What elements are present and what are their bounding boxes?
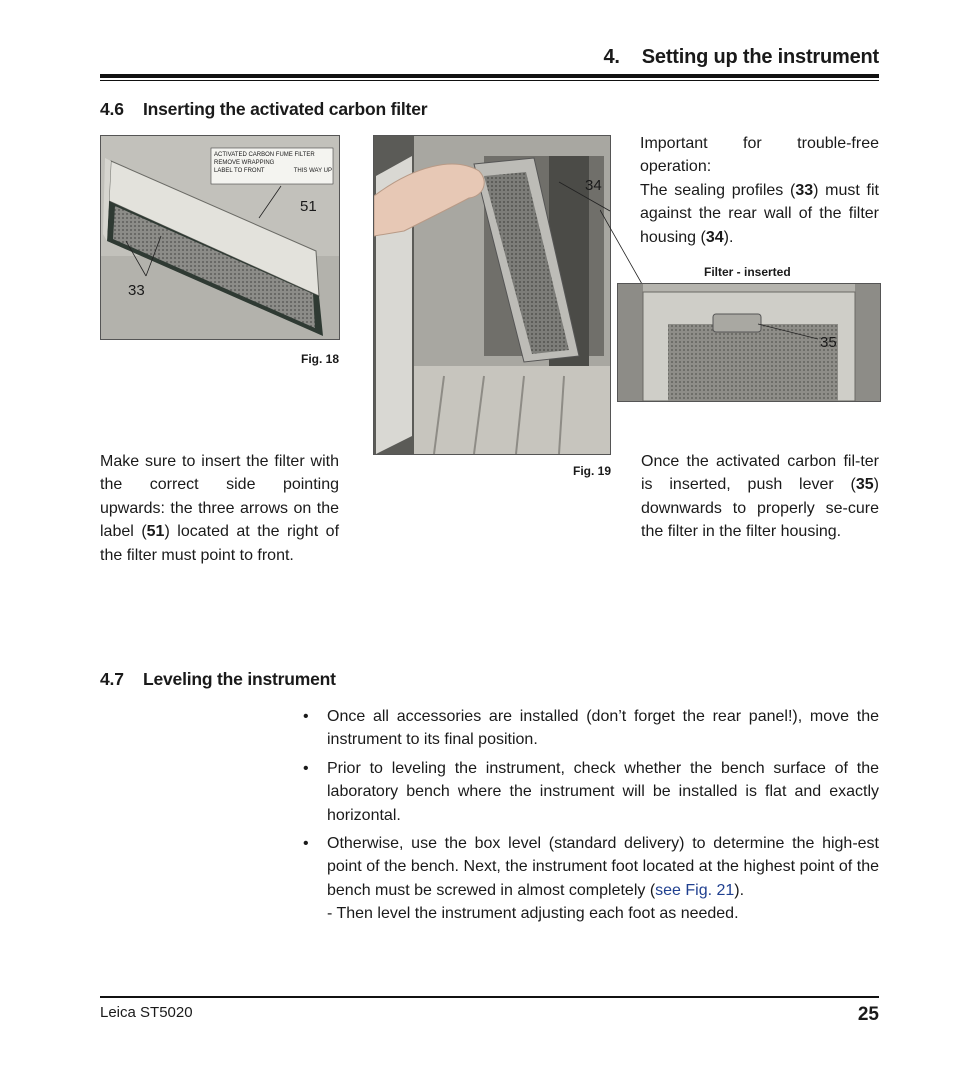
- bullet-icon: •: [303, 759, 309, 777]
- important-note-line2: [640, 179, 879, 249]
- bullet-3-text-a: Otherwise, use the box level (standard delivery) to determine the high-est point of the bench. Next, the instrument foot located at the highest point of the bench must be screwed in almost completely (: [327, 835, 879, 899]
- note-text-c: ).: [723, 228, 734, 246]
- fig18-sticker: [214, 151, 332, 175]
- right-text-b: ) downwards to properly se-cure the filter in the filter housing.: [641, 476, 879, 541]
- inset-callout-35: 35: [820, 334, 837, 351]
- lever-instruction-text: [641, 450, 879, 544]
- sticker-line-1: ACTIVATED CARBON FUME FILTER: [214, 152, 315, 158]
- chapter-title: Setting up the instrument: [641, 46, 879, 68]
- left-text-a: Make sure to insert the filter with the correct side pointing upwards: the three arrows on the label (: [100, 453, 339, 541]
- right-text-a: Once the activated carbon fil-ter is inserted, push lever (: [641, 453, 879, 494]
- list-item: [303, 757, 879, 827]
- bullet-text: [327, 835, 879, 922]
- left-ref-51: 51: [146, 523, 165, 541]
- inset-filter-inserted-photo: [617, 283, 881, 402]
- sticker-line-4: THIS WAY UP: [293, 168, 332, 174]
- header-rule-thin: [100, 80, 879, 81]
- header-rule: [100, 74, 879, 78]
- list-item: [303, 832, 879, 926]
- section-title: Leveling the instrument: [143, 669, 336, 689]
- fig18-callout-51: 51: [300, 198, 317, 215]
- note-text-a: The sealing profiles (: [640, 181, 796, 199]
- leveling-bullet-list: [303, 705, 879, 931]
- list-item: [303, 705, 879, 752]
- important-note-line1: Important for trouble-free operation:: [640, 135, 879, 176]
- bullet-icon: •: [303, 708, 309, 725]
- left-text-b: ) located at the right of the filter must point to front.: [100, 523, 340, 564]
- fig21-link[interactable]: see Fig. 21: [655, 881, 735, 899]
- page-number: 25: [857, 1004, 879, 1025]
- fig18-filter-photo: [100, 135, 340, 340]
- section-number: 4.6: [100, 99, 124, 119]
- bullet-3-text-b: ).: [734, 881, 745, 899]
- fig18-label: Fig. 18: [301, 352, 340, 366]
- bullet-3-text-c: - Then level the instrument adjusting each foot as needed.: [327, 905, 739, 923]
- bullet-text: Once all accessories are installed (don’t forget the rear panel!), move the instrument to its final position.: [327, 708, 879, 749]
- note-ref-34: 34: [705, 228, 724, 246]
- chapter-heading: [500, 46, 879, 69]
- right-ref-35: 35: [855, 476, 874, 494]
- note-text-b: ) must fit against the rear wall of the filter housing (: [640, 181, 879, 246]
- bullet-icon: •: [303, 835, 309, 853]
- inset-label: Filter - inserted: [704, 265, 791, 279]
- bullet-text: Prior to leveling the instrument, check whether the bench surface of the laboratory bench where the instrument will be installed is flat and exactly horizontal.: [327, 759, 879, 824]
- sticker-line-3: LABEL TO FRONT: [214, 168, 265, 174]
- note-ref-33: 33: [795, 181, 814, 199]
- fig19-install-photo: [373, 135, 611, 455]
- section-heading-4-7: [100, 669, 336, 690]
- footer-rule: [100, 996, 879, 998]
- chapter-number: 4.: [603, 46, 620, 68]
- sticker-line-2: REMOVE WRAPPING: [214, 160, 275, 166]
- filter-orientation-text: [100, 450, 339, 567]
- section-number: 4.7: [100, 669, 124, 689]
- section-heading-4-6: [100, 99, 427, 120]
- footer-product: Leica ST5020: [100, 1004, 193, 1021]
- fig19-label: Fig. 19: [573, 464, 612, 478]
- fig18-callout-33: 33: [128, 282, 145, 299]
- important-note: [640, 132, 879, 249]
- section-title: Inserting the activated carbon filter: [143, 99, 428, 119]
- fig19-callout-34: 34: [585, 177, 602, 194]
